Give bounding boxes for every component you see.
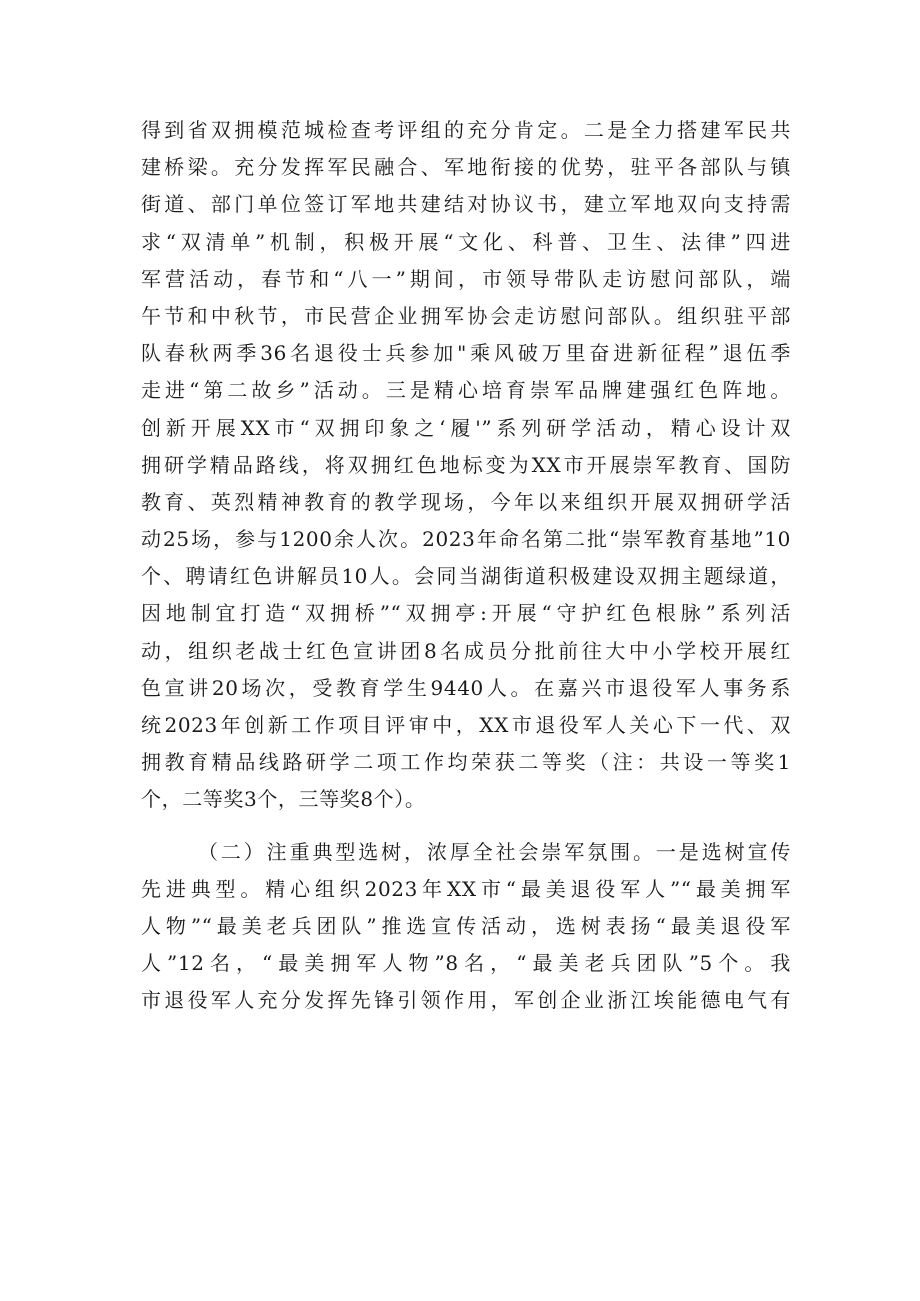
text-line: 因地制宜打造“双拥桥”“双拥亭:开展“守护红色根脉”系列活	[141, 601, 791, 626]
text-line: 建桥梁。充分发挥军民融合、军地衔接的优势，驻平各部队与镇	[141, 155, 791, 180]
text-line: 创新开展XX市“双拥印象之‘履'”系列研学活动，精心设计双	[141, 415, 791, 440]
text-line: 市退役军人充分发挥先锋引领作用，军创企业浙江埃能德电气有	[141, 988, 791, 1013]
text-line: 动，组织老战士红色宣讲团8名成员分批前往大中小学校开展红	[141, 638, 791, 663]
text-line: 个、聘请红色讲解员10人。会同当湖街道积极建设双拥主题绿道，	[141, 564, 791, 589]
text-line: 求“双清单”机制，积极开展“文化、科普、卫生、法律”四进	[141, 229, 791, 254]
text-line: 军营活动，春节和“八一”期间，市领导带队走访慰问部队，端	[141, 266, 791, 291]
text-line: （二）注重典型选树，浓厚全社会崇军氛围。一是选树宣传	[198, 839, 791, 864]
text-line: 先进典型。精心组织2023年XX市“最美退役军人”“最美拥军	[141, 876, 791, 901]
document-body	[141, 112, 791, 1020]
text-line: 得到省双拥模范城检查考评组的充分肯定。二是全力搭建军民共	[141, 118, 791, 142]
text-line: 拥研学精品路线，将双拥红色地标变为XX市开展崇军教育、国防	[141, 452, 791, 477]
text-line: 拥教育精品线路研学二项工作均荣获二等奖（注：共设一等奖1	[141, 750, 791, 775]
paragraph-gap	[141, 819, 791, 834]
text-line: 动25场，参与1200余人次。2023年命名第二批“崇军教育基地”10	[141, 527, 791, 552]
text-line: 午节和中秋节，市民营企业拥军协会走访慰问部队。组织驻平部	[141, 303, 791, 328]
text-line: 人”12名，“最美拥军人物”8名，“最美老兵团队”5个。我	[141, 951, 791, 976]
text-line: 色宣讲20场次，受教育学生9440人。在嘉兴市退役军人事务系	[141, 675, 791, 700]
text-line: 走进“第二故乡”活动。三是精心培育崇军品牌建强红色阵地。	[141, 378, 791, 403]
text-line: 街道、部门单位签订军地共建结对协议书，建立军地双向支持需	[141, 192, 791, 217]
text-line: 人物”“最美老兵团队”推选宣传活动，选树表扬“最美退役军	[141, 913, 791, 938]
text-line: 队春秋两季36名退役士兵参加"乘风破万里奋进新征程”退伍季	[141, 341, 791, 366]
text-line: 教育、英烈精神教育的教学现场，今年以来组织开展双拥研学活	[141, 489, 791, 514]
text-line: 统2023年创新工作项目评审中，XX市退役军人关心下一代、双	[141, 713, 791, 737]
text-line: 个，二等奖3个，三等奖8个）。	[141, 787, 426, 812]
